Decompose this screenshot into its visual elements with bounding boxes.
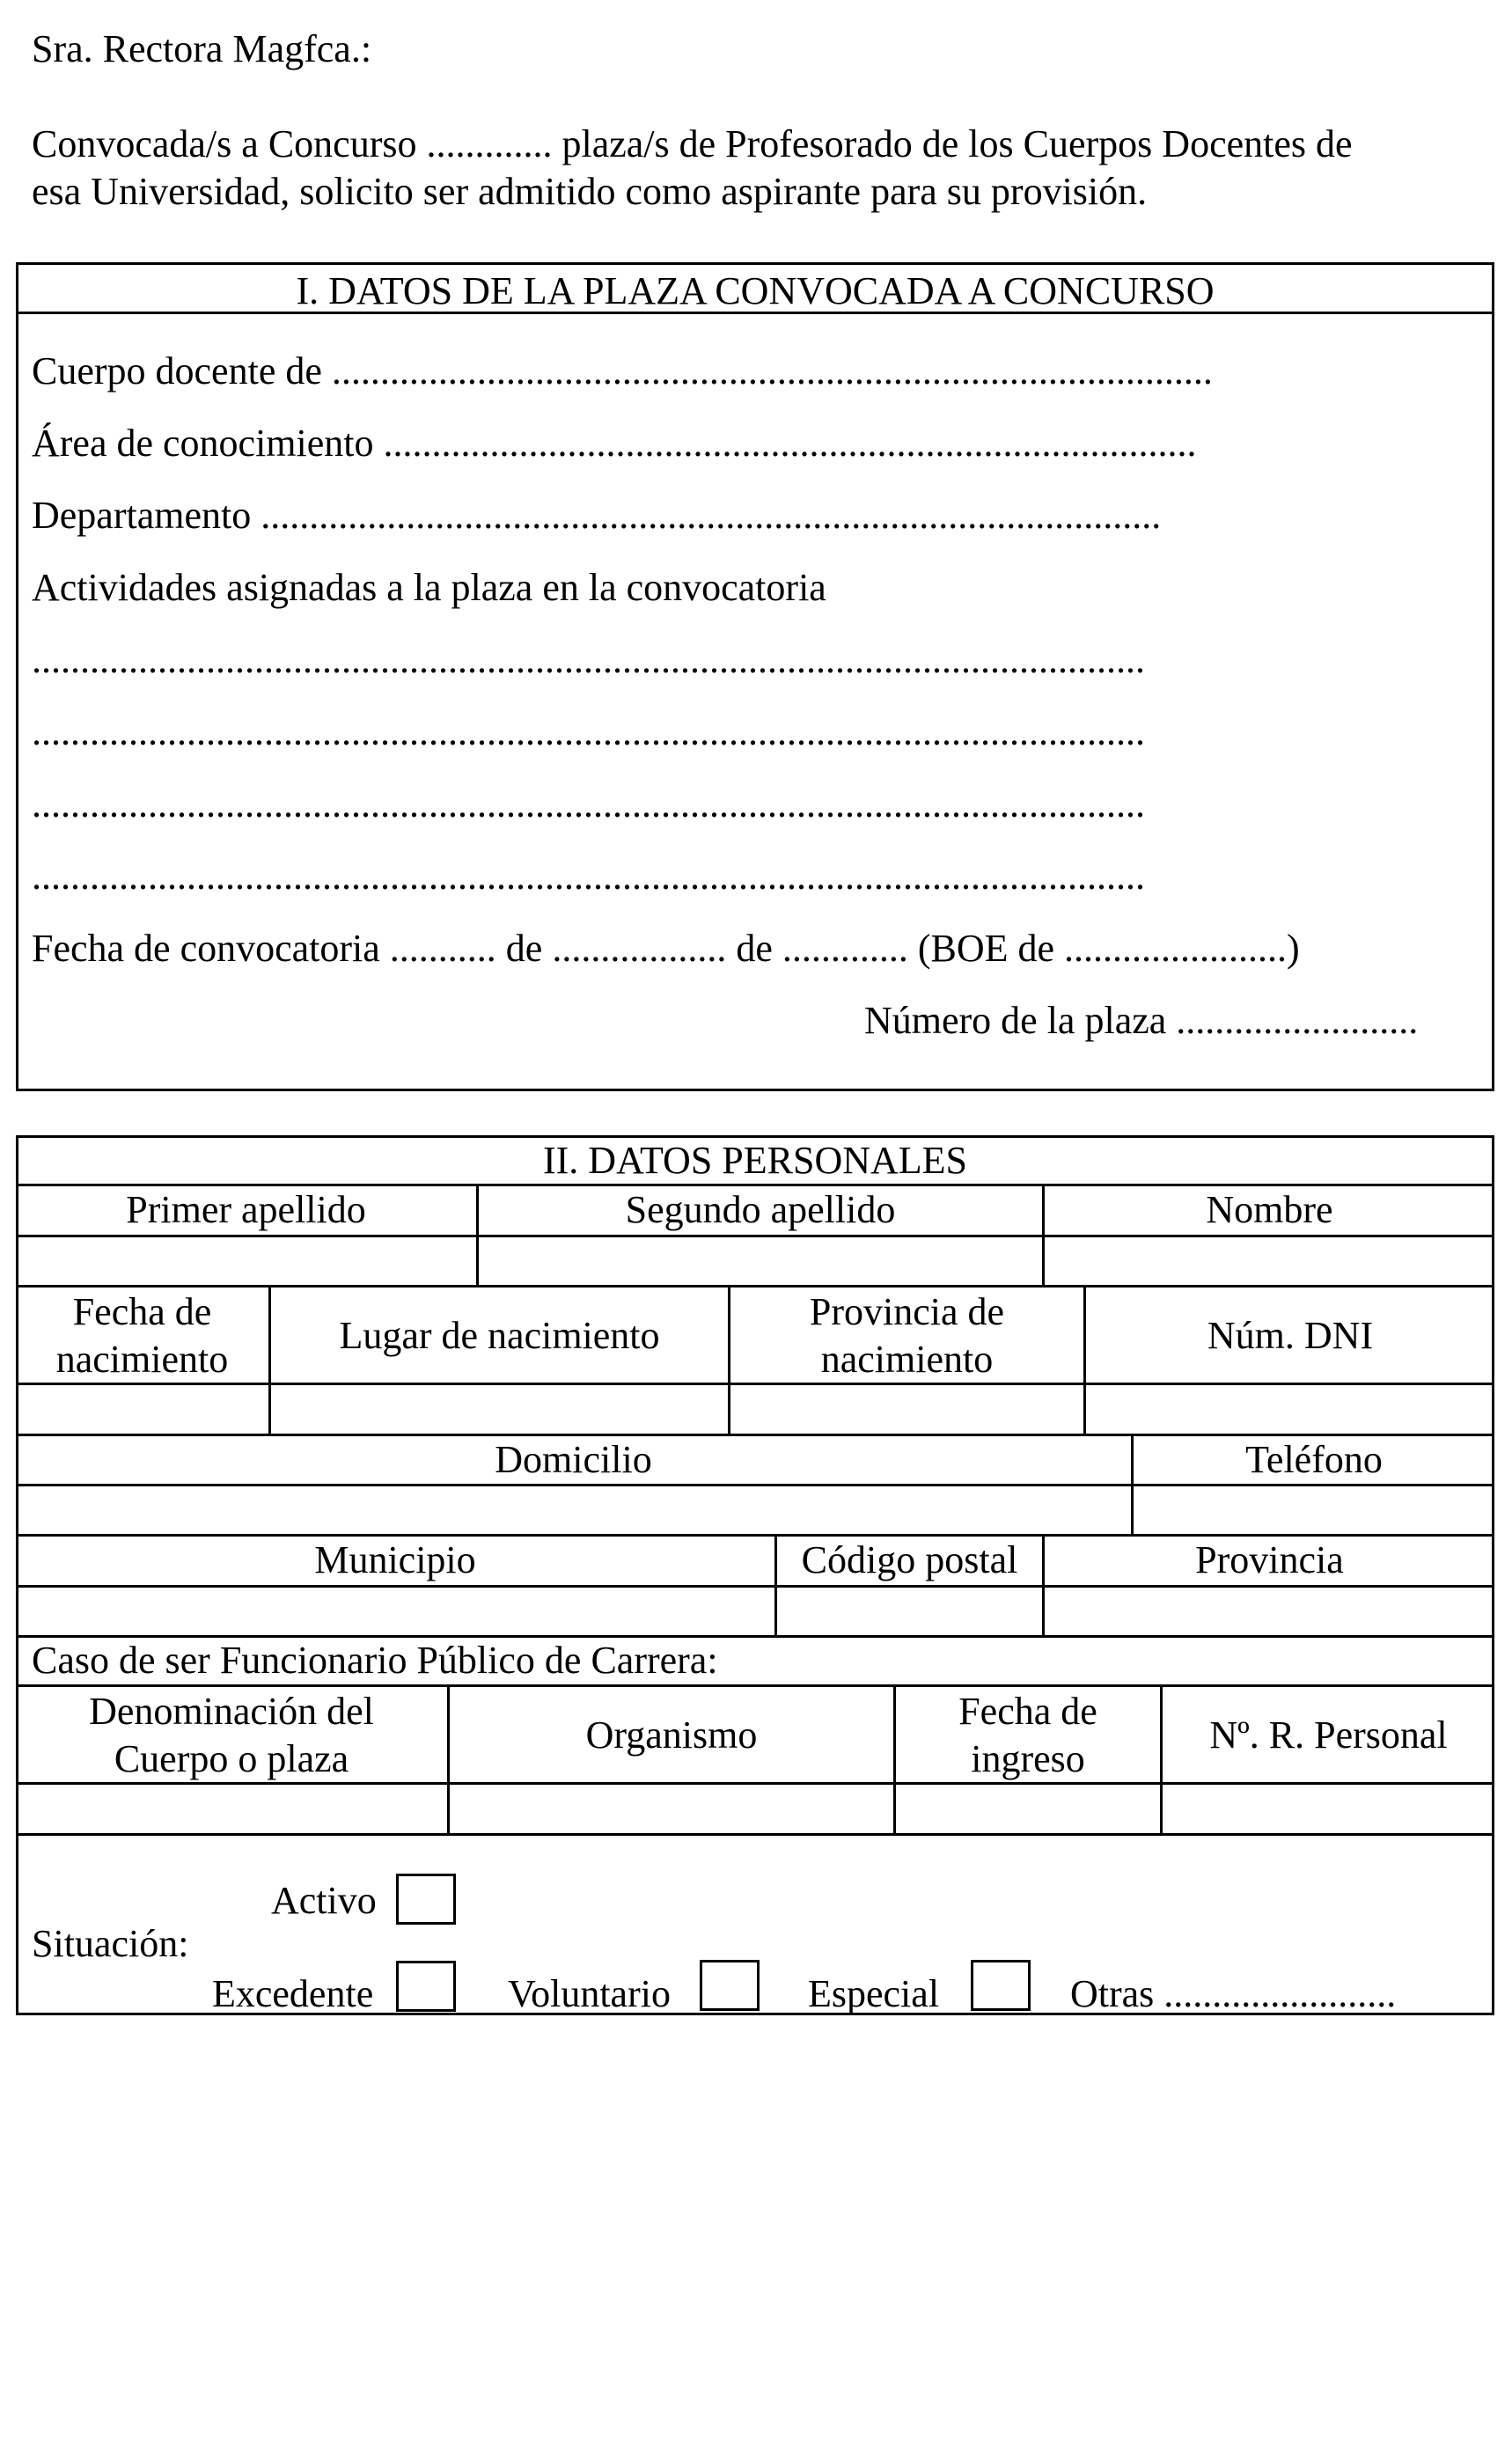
- organismo-label: Organismo: [585, 1713, 758, 1757]
- fecha-convocatoria-field[interactable]: Fecha de convocatoria ........... de .................. de ............. (BOE de .......................): [32, 927, 1300, 970]
- provincia-label: Provincia: [1195, 1538, 1344, 1581]
- especial-label: Especial: [808, 1972, 940, 2015]
- especial-checkbox[interactable]: [971, 1960, 1031, 2011]
- lugar-nacimiento-label: Lugar de nacimiento: [339, 1314, 660, 1357]
- numero-plaza-field[interactable]: Número de la plaza .........................: [864, 999, 1419, 1042]
- divider: [268, 1285, 271, 1434]
- divider: [16, 1585, 1494, 1588]
- divider: [16, 1833, 1494, 1836]
- actividades-line-3[interactable]: ...................................................................................................................: [32, 782, 1145, 825]
- section-2-title: II. DATOS PERSONALES: [542, 1139, 968, 1182]
- fecha-nacimiento-label-line-2: nacimiento: [55, 1337, 229, 1381]
- divider: [16, 1235, 1494, 1237]
- divider: [16, 1383, 1494, 1385]
- dni-label: Núm. DNI: [1207, 1314, 1374, 1357]
- nrp-label: Nº. R. Personal: [1209, 1713, 1448, 1757]
- section-1-title: I. DATOS DE LA PLAZA CONVOCADA A CONCURSO: [296, 269, 1215, 312]
- domicilio-label: Domicilio: [495, 1438, 652, 1481]
- divider: [1083, 1285, 1086, 1434]
- denominacion-label-line-1: Denominación del: [89, 1690, 374, 1733]
- divider: [16, 1484, 1494, 1486]
- telefono-label: Teléfono: [1245, 1438, 1383, 1481]
- actividades-line-2[interactable]: ...................................................................................................................: [32, 710, 1145, 753]
- intro-line-1: Convocada/s a Concurso ............. plaza/s de Profesorado de los Cuerpos Docentes de: [32, 122, 1353, 165]
- actividades-label: Actividades asignadas a la plaza en la convocatoria: [32, 566, 826, 609]
- area-conocimiento-field[interactable]: Área de conocimiento ....................................................................................: [32, 422, 1197, 465]
- fecha-ingreso-label-line-2: ingreso: [971, 1736, 1085, 1780]
- activo-checkbox[interactable]: [396, 1874, 456, 1925]
- divider: [16, 1684, 1494, 1687]
- divider: [16, 1782, 1494, 1785]
- municipio-label: Municipio: [314, 1538, 476, 1581]
- situacion-label: Situación:: [32, 1922, 189, 1965]
- voluntario-label: Voluntario: [508, 1972, 671, 2015]
- provincia-nacimiento-label: [730, 1288, 1083, 1383]
- activo-label: Activo: [271, 1879, 377, 1922]
- otras-field[interactable]: Otras ........................: [1070, 1972, 1397, 2015]
- fecha-nacimiento-label-line-1: Fecha de: [72, 1290, 212, 1333]
- denominacion-label-line-2: Cuerpo o plaza: [114, 1736, 349, 1780]
- divider: [447, 1684, 450, 1834]
- provincia-nacimiento-label-line-2: nacimiento: [820, 1337, 994, 1381]
- segundo-apellido-label: Segundo apellido: [625, 1188, 896, 1231]
- fecha-ingreso-label-line-1: Fecha de: [958, 1690, 1097, 1733]
- primer-apellido-label: Primer apellido: [126, 1188, 366, 1231]
- fecha-ingreso-label: [896, 1688, 1160, 1782]
- fecha-nacimiento-label: [16, 1288, 268, 1383]
- provincia-nacimiento-label-line-1: Provincia de: [809, 1290, 1005, 1333]
- excedente-label: Excedente: [212, 1972, 374, 2015]
- divider: [1160, 1684, 1163, 1834]
- departamento-field[interactable]: Departamento .............................................................................................: [32, 494, 1162, 537]
- actividades-line-4[interactable]: ...................................................................................................................: [32, 855, 1145, 898]
- cuerpo-docente-field[interactable]: Cuerpo docente de ...........................................................................................: [32, 349, 1213, 392]
- nombre-label: Nombre: [1206, 1188, 1333, 1231]
- salutation: Sra. Rectora Magfca.:: [32, 27, 372, 70]
- voluntario-checkbox[interactable]: [700, 1960, 760, 2011]
- codigo-postal-label: Código postal: [801, 1538, 1018, 1581]
- funcionario-label: Caso de ser Funcionario Público de Carrera:: [32, 1639, 718, 1682]
- actividades-line-1[interactable]: ...................................................................................................................: [32, 638, 1145, 681]
- excedente-checkbox[interactable]: [396, 1961, 456, 2012]
- divider: [16, 1285, 1494, 1288]
- intro-line-2: esa Universidad, solicito ser admitido como aspirante para su provisión.: [32, 170, 1148, 213]
- denominacion-label: [16, 1688, 447, 1782]
